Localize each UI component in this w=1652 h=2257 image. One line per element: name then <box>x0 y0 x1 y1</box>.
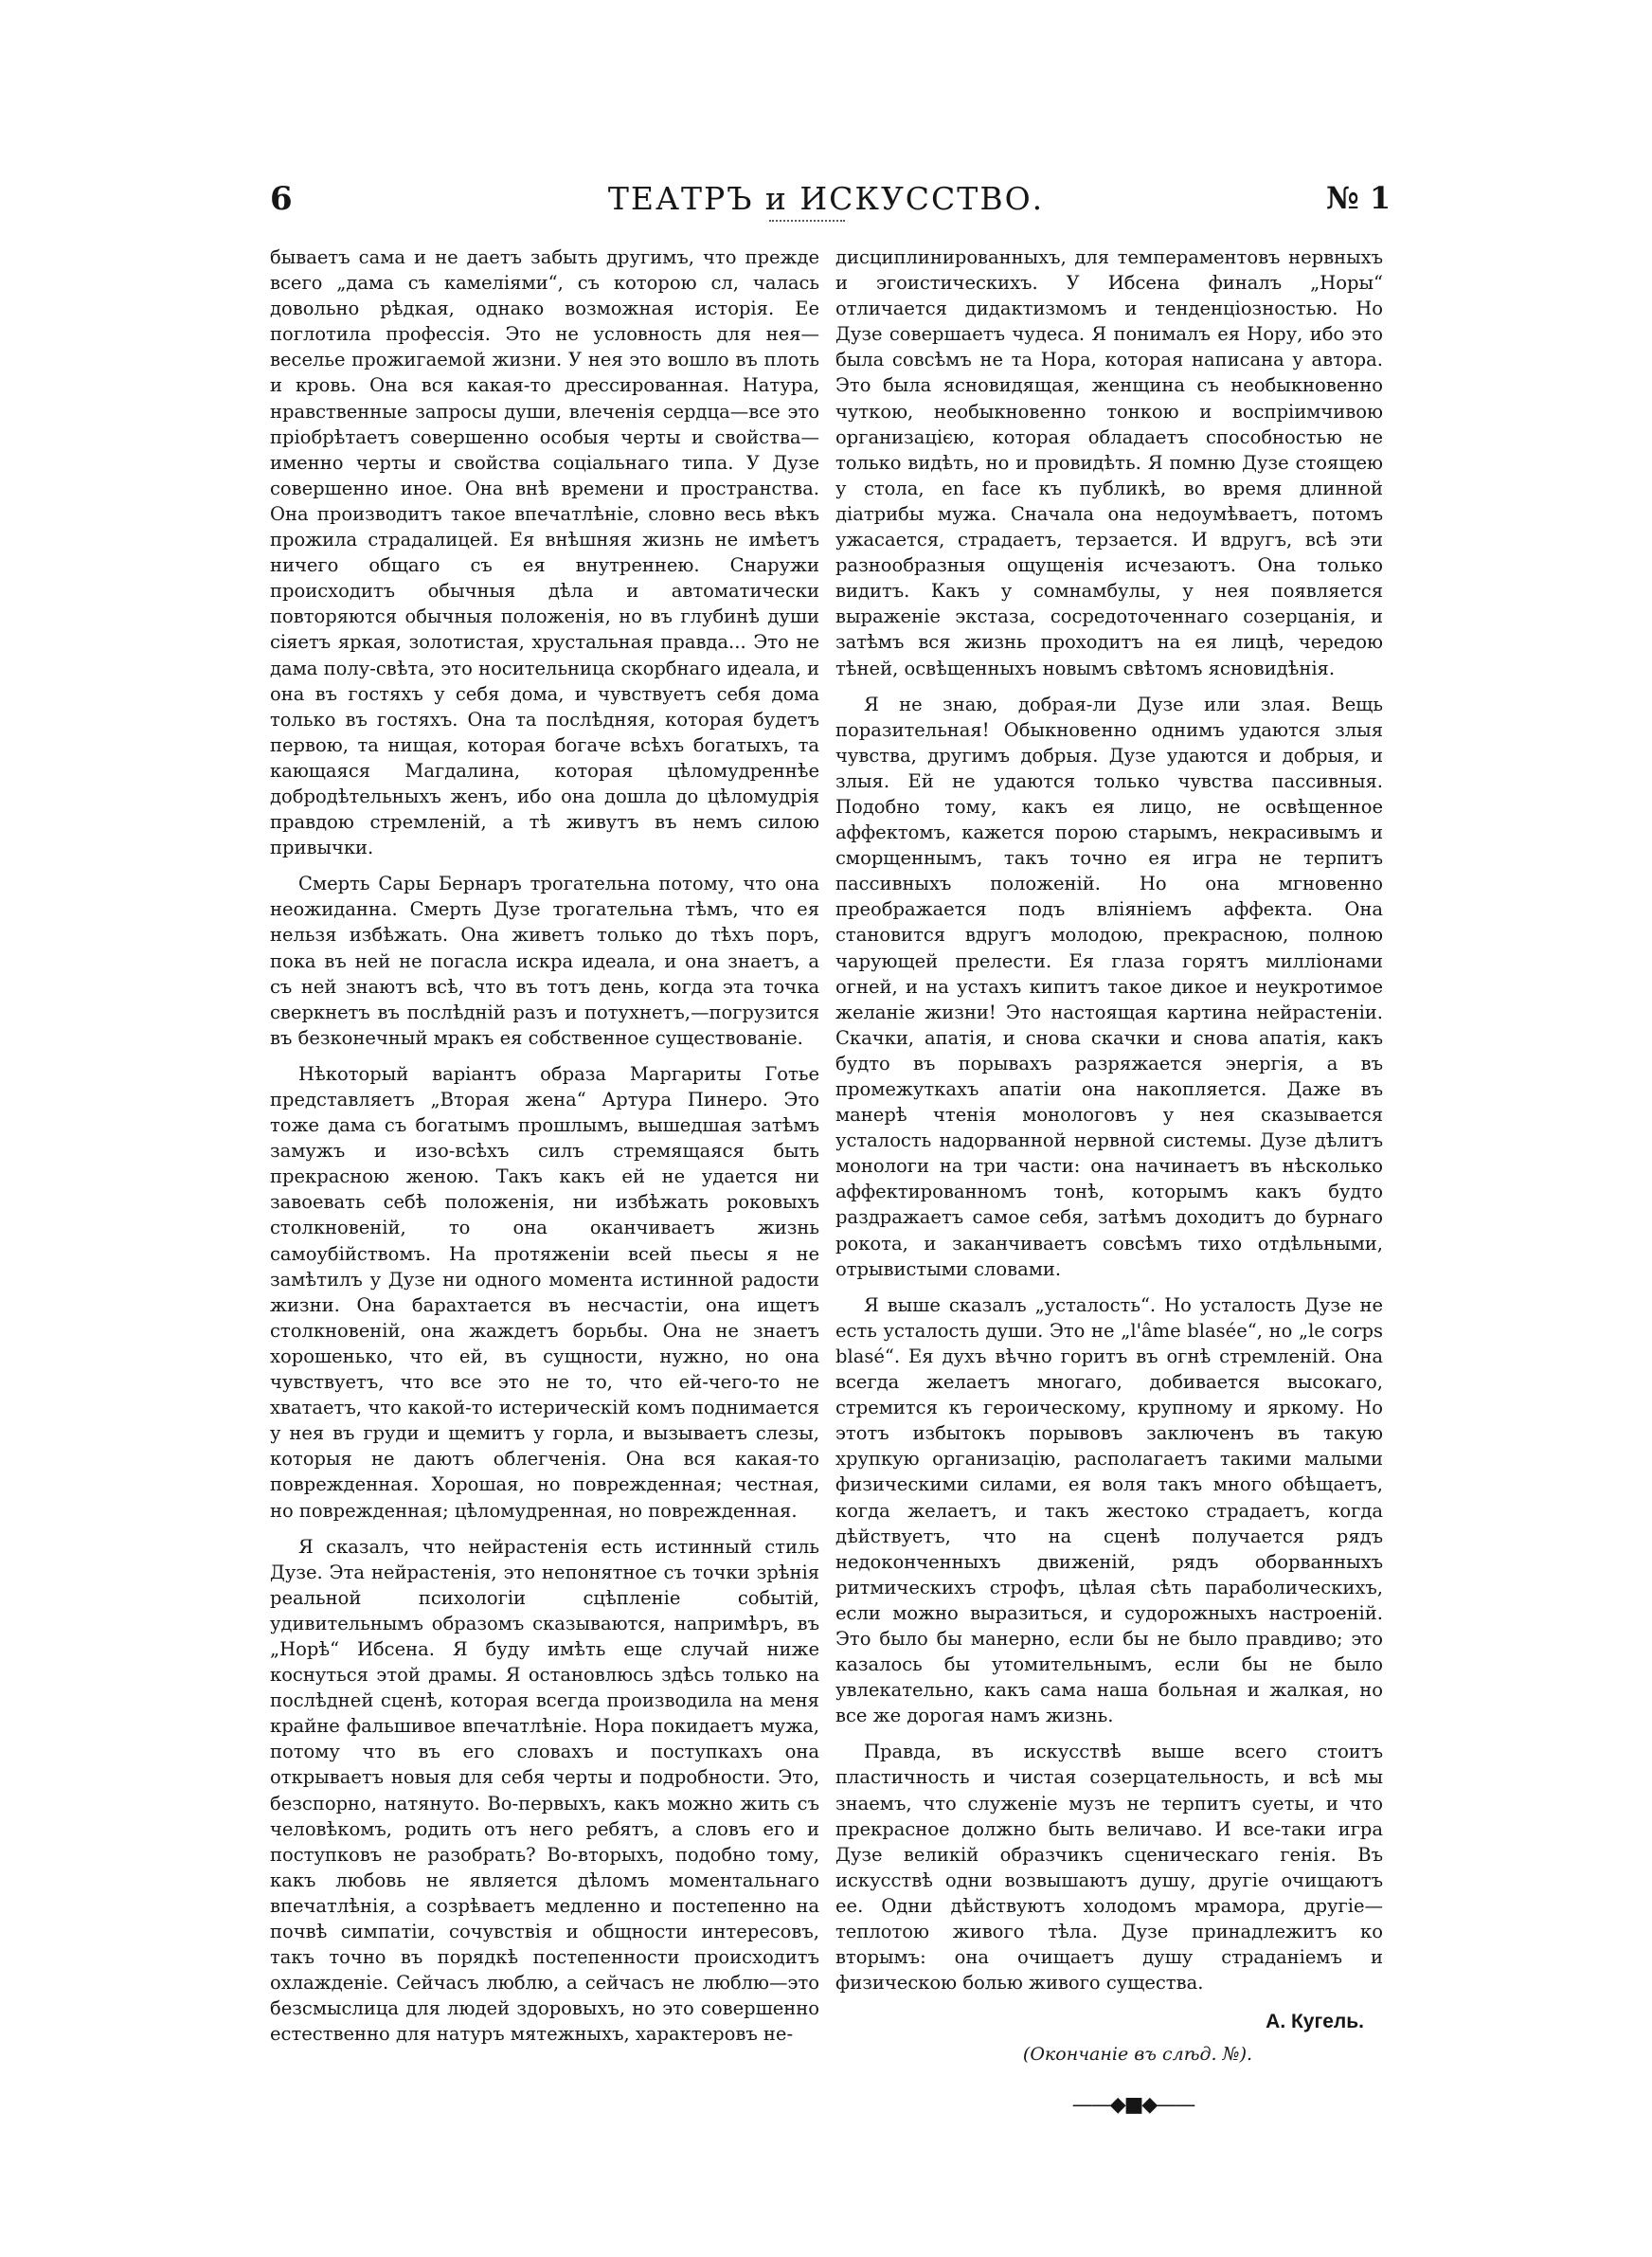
paragraph: бываетъ сама и не даетъ забыть другимъ, что прежде всего „дама съ камеліями“, съ которою сл, чалась довольно рѣдкая, однако возможная исторія. Ее поглотила профессія. Это не условность для нея—веселье прожигаемой жизни. У нея это вошло въ плоть и кровь. Она вся какая-то дрессированная. Натура, нравственные запросы души, влеченія сердца—все это пріобрѣтаетъ совершенно особыя черты и свойства—именно черты и свойства соціальнаго типа. У Дузе совершенно иное. Она внѣ времени и пространства. Она производитъ такое впечатлѣніе, словно весь вѣкъ прожила страдалицей. Ея внѣшняя жизнь не имѣетъ ничего общаго съ ея внутреннею. Снаружи происходитъ обычныя дѣла и автоматически повторяются обычныя положенія, но въ глубинѣ души сіяетъ яркая, золотистая, хрустальная правда... Это не дама полу-свѣта, это носительница скорбнаго идеала, и она въ гостяхъ у себя дома, и чувствуетъ себя дома только въ гостяхъ. Она та послѣдняя, которая будетъ первою, та нищая, которая богаче всѣхъ богатыхъ, та кающаяся Магдалина, которая цѣломудреннѣе добродѣтельныхъ женъ, ибо она дошла до цѣломудрія правдою стремленій, а тѣ живутъ въ немъ силою привычки. <box>270 246 819 859</box>
right-column <box>835 244 1383 2119</box>
page-number: 6 <box>270 180 293 218</box>
ornament-divider: ——◆■◆—— <box>1071 2093 1194 2118</box>
paragraph: Правда, въ искусствѣ выше всего стоитъ пластичность и чистая созерцательность, и всѣ мы знаемъ, что служеніе музъ не терпитъ суеты, и что прекрасное должно быть величаво. И все-таки игра Дузе великій образчикъ сценическаго генія. Въ искусствѣ одни возвышаютъ душу, другіе очищаютъ ее. Одни дѣйствуютъ холодомъ мрамора, другіе—теплотою живого тѣла. Дузе принадлежитъ ко вторымъ: она очищаетъ душу страданіемъ и физическою болью живого существа. <box>835 1741 1383 1995</box>
paragraph: Я не знаю, добрая-ли Дузе или злая. Вещь поразительная! Обыкновенно однимъ удаются злыя чувства, другимъ добрыя. Дузе удаются и добрыя, и злыя. Ей не удаются только чувства пассивныя. Подобно тому, какъ ея лицо, не освѣщенное аффектомъ, кажется порою старымъ, некрасивымъ и сморщеннымъ, такъ точно ея игра не терпитъ пассивныхъ положеній. Но она мгновенно преображается подъ вліяніемъ аффекта. Она становится вдругъ молодою, прекрасною, полною чарующей прелести. Ея глаза горятъ милліонами огней, и на устахъ кипитъ такое дикое и неукротимое желаніе жизни! Это настоящая картина нейрастеніи. Скачки, апатія, и снова скачки и снова апатія, какъ будто въ порывахъ разряжается энергія, а въ промежуткахъ апатіи она накопляется. Даже въ манерѣ чтенія монологовъ у нея сказывается усталость надорванной нервной системы. Дузе дѣлитъ монологи на три части: она начинаетъ въ нѣсколько аффектированномъ тонѣ, которымъ какъ будто раздражаетъ самое себя, затѣмъ доходитъ до бурнаго рокота, и заканчиваетъ совсѣмъ тихо отдѣльными, отрывистыми словами. <box>835 693 1383 1280</box>
paragraph: дисциплинированныхъ, для темпераментовъ нервныхъ и эгоистическихъ. У Ибсена финалъ „Норы“ отличается дидактизмомъ и тенденціозностью. Но Дузе совершаетъ чудеса. Я понималъ ея Нору, ибо это была совсѣмъ не та Нора, которая написана у автора. Это была ясновидящая, женщина съ необыкновенно чуткою, необыкновенно тонкою и воспріимчивою организацією, которая обладаетъ способностью не только видѣть, но и провидѣть. Я помню Дузе стоящею у стола, en face къ публикѣ, во время длинной діатрибы мужа. Сначала она недоумѣваетъ, потомъ ужасается, страдаетъ, терзается. И вдругъ, всѣ эти разнообразныя ощущенія исчезаютъ. Она только видитъ. Какъ у сомнамбулы, у нея появляется выраженіе экстаза, сосредоточеннаго созерцанія, и затѣмъ вся жизнь проходитъ на ея лицѣ, чередою тѣней, освѣщенныхъ новымъ свѣтомъ ясновидѣнія. <box>835 246 1383 679</box>
paragraph: Я сказалъ, что нейрастенія есть истинный стиль Дузе. Эта нейрастенія, это непонятное съ точки зрѣнія реальной психологіи сцѣпленіе событій, удивительнымъ образомъ сказываются, напримѣръ, въ „Норѣ“ Ибсена. Я буду имѣть еще случай ниже коснуться этой драмы. Я остановлюсь здѣсь только на послѣдней сценѣ, которая всегда производила на меня крайне фальшивое впечатлѣніе. Нора покидаетъ мужа, потому что въ его словахъ и поступкахъ она открываетъ новыя для себя черты и подробности. Это, безспорно, натянуто. Во-первыхъ, какъ можно жить съ человѣкомъ, родить отъ него ребятъ, а словъ его и поступковъ не разобрать? Во-вторыхъ, подобно тому, какъ любовь не является дѣломъ моментальнаго впечатлѣнія, а созрѣваетъ медленно и постепенно на почвѣ симпатіи, сочувствія и общности интересовъ, такъ точно въ порядкѣ постепенности происходитъ охлажденіе. Сейчасъ люблю, а сейчасъ не люблю—это безсмыслица для людей здоровыхъ, но это совершенно естественно для натуръ мятежныхъ, характеровъ не- <box>270 1535 819 2046</box>
left-column <box>270 244 819 2057</box>
continuation-note: (Окончаніе въ слѣд. №). <box>1022 2044 1253 2066</box>
page-header <box>0 180 1652 227</box>
paragraph: Смерть Сары Бернаръ трогательна потому, что она неожиданна. Смерть Дузе трогательна тѣмъ, что ея нельзя избѣжать. Она живетъ только до тѣхъ поръ, пока въ ней не погасла искра идеала, и она знаетъ, а съ ней знаютъ всѣ, что въ тотъ день, когда эта точка сверкнетъ въ послѣдній разъ и потухнетъ,—погрузится въ безконечный мракъ ея собственное существованіе. <box>270 873 819 1049</box>
paragraph: Я выше сказалъ „усталость“. Но усталость Дузе не есть усталость души. Это не „l'âme blasée“, но „le corps blasé“. Ея духъ вѣчно горитъ въ огнѣ стремленій. Она всегда желаетъ многаго, добивается высокаго, стремится къ героическому, крупному и яркому. Но этотъ избытокъ порывовъ заключенъ въ такую хрупкую организацію, располагаетъ такими малыми физическими силами, ея воля такъ много обѣщаетъ, когда желаетъ, и такъ жестоко страдаетъ, когда дѣйствуетъ, что на сценѣ получается рядъ недоконченныхъ движеній, рядъ оборванныхъ ритмическихъ строфъ, цѣлая сѣть параболическихъ, если можно выразиться, и судорожныхъ настроеній. Это было бы манерно, если бы не было правдиво; это казалось бы утомительнымъ, если бы не было увлекательно, какъ сама наша больная и жалкая, но все же дорогая намъ жизнь. <box>835 1293 1383 1727</box>
paragraph: Нѣкоторый варіантъ образа Маргариты Готье представляетъ „Вторая жена“ Артура Пинеро. Это тоже дама съ богатымъ прошлымъ, вышедшая затѣмъ замужъ и изо-всѣхъ силъ стремящаяся быть прекрасною женою. Такъ какъ ей не удается ни завоевать себѣ положенія, ни избѣжать роковыхъ столкновеній, то она оканчиваетъ жизнь самоубійствомъ. На протяженіи всей пьесы я не замѣтилъ у Дузе ни одного момента истинной радости жизни. Она барахтается въ несчастіи, она ищетъ столкновеній, она жаждетъ борьбы. Она не знаетъ хорошенько, что ей, въ сущности, нужно, но она чувствуетъ, что все это не то, что ей-чего-то не хватаетъ, что какой-то истерическій комъ поднимается у нея въ груди и щемитъ у горла, и вызываетъ слезы, которыя не даютъ облегченія. Она вся какая-то поврежденная. Хорошая, но поврежденная; честная, но поврежденная; цѣломудренная, но поврежденная. <box>270 1062 819 1522</box>
journal-title: ТЕАТРЪ и ИСКУССТВО. <box>607 180 1045 217</box>
issue-number: № 1 <box>1326 180 1392 216</box>
title-underline <box>769 220 845 222</box>
author-signature: А. Кугель. <box>1266 2011 1364 2033</box>
